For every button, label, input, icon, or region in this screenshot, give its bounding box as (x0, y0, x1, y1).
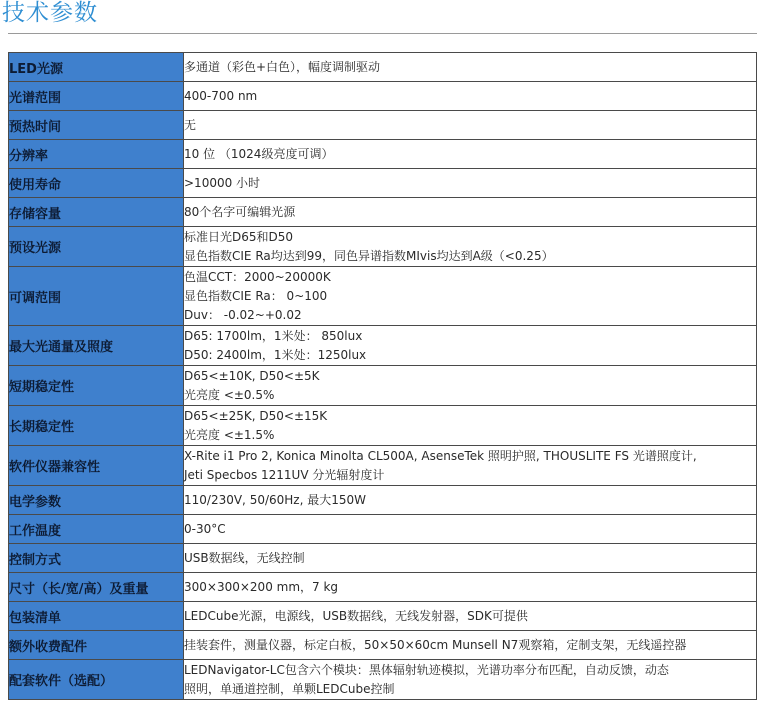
spec-value-line: LEDNavigator-LC包含六个模块：黑体辐射轨迹模拟，光谱功率分布匹配，自动反馈，动态 (184, 662, 669, 677)
spec-row (9, 406, 757, 446)
spec-value-line: 显色指数CIE Ra均达到99，同色异谱指数MIvis均达到A级（<0.25） (184, 248, 554, 263)
spec-value (184, 227, 757, 267)
spec-value (184, 544, 757, 573)
spec-value-line: USB数据线，无线控制 (184, 550, 305, 565)
spec-value (184, 573, 757, 602)
spec-label: 光谱范围 (9, 82, 184, 111)
spec-value-line: 无 (184, 117, 197, 132)
spec-value (184, 602, 757, 631)
spec-row (9, 53, 757, 82)
spec-value-line: >10000 小时 (184, 175, 261, 190)
spec-label: 软件仪器兼容性 (9, 446, 184, 486)
spec-row (9, 140, 757, 169)
spec-value-line: 80个名字可编辑光源 (184, 204, 296, 219)
spec-value (184, 631, 757, 660)
spec-label: 分辨率 (9, 140, 184, 169)
spec-row (9, 169, 757, 198)
spec-row (9, 486, 757, 515)
spec-value-line: 色温CCT：2000~20000K (184, 269, 331, 284)
spec-value (184, 660, 757, 700)
spec-label: 包装清单 (9, 602, 184, 631)
spec-value (184, 267, 757, 326)
spec-value-line: D50: 2400lm，1米处：1250lux (184, 347, 367, 362)
spec-label: 配套软件（选配） (9, 660, 184, 700)
spec-value (184, 82, 757, 111)
spec-row (9, 515, 757, 544)
spec-row (9, 366, 757, 406)
spec-value (184, 169, 757, 198)
spec-value (184, 486, 757, 515)
spec-row (9, 326, 757, 366)
spec-value (184, 406, 757, 446)
spec-row (9, 227, 757, 267)
spec-value (184, 366, 757, 406)
spec-label: 电学参数 (9, 486, 184, 515)
spec-value-line: 300×300×200 mm，7 kg (184, 579, 339, 594)
spec-label: 存储容量 (9, 198, 184, 227)
page-title: 技术参数 (2, 0, 98, 26)
spec-value-line: 多通道（彩色+白色），幅度调制驱动 (184, 59, 381, 74)
spec-label: LED光源 (9, 53, 184, 82)
spec-row (9, 631, 757, 660)
spec-label: 工作温度 (9, 515, 184, 544)
spec-value-line: 照明，单通道控制，单颗LEDCube控制 (184, 681, 395, 696)
spec-value-line: 显色指数CIE Ra： 0~100 (184, 288, 328, 303)
spec-label: 预热时间 (9, 111, 184, 140)
spec-value-line: D65<±10K, D50<±5K (184, 368, 320, 383)
spec-value-line: D65<±25K, D50<±15K (184, 408, 328, 423)
spec-value-line: 挂装套件，测量仪器，标定白板，50×50×60cm Munsell N7观察箱，定制支架，无线遥控器 (184, 637, 687, 652)
spec-value-line: 光亮度 <±0.5% (184, 387, 275, 402)
spec-value-line: Jeti Specbos 1211UV 分光辐射度计 (184, 467, 385, 482)
spec-value (184, 326, 757, 366)
spec-value-line: 10 位 （1024级亮度可调） (184, 146, 334, 161)
spec-label: 控制方式 (9, 544, 184, 573)
spec-value-line: 标准日光D65和D50 (184, 229, 294, 244)
spec-label: 预设光源 (9, 227, 184, 267)
spec-row (9, 82, 757, 111)
spec-table (8, 52, 757, 700)
spec-value (184, 198, 757, 227)
spec-label: 额外收费配件 (9, 631, 184, 660)
title-divider (8, 33, 757, 34)
spec-value-line: LEDCube光源，电源线，USB数据线，无线发射器，SDK可提供 (184, 608, 528, 623)
spec-value-line: X-Rite i1 Pro 2, Konica Minolta CL500A, AsenseTek 照明护照, THOUSLITE FS 光谱照度计, (184, 448, 697, 463)
spec-value-line: D65: 1700lm，1米处： 850lux (184, 328, 363, 343)
spec-label: 长期稳定性 (9, 406, 184, 446)
spec-value (184, 140, 757, 169)
spec-label: 可调范围 (9, 267, 184, 326)
spec-label: 短期稳定性 (9, 366, 184, 406)
spec-row (9, 267, 757, 326)
spec-row (9, 660, 757, 700)
spec-value (184, 53, 757, 82)
spec-row (9, 198, 757, 227)
spec-value (184, 446, 757, 486)
spec-value (184, 111, 757, 140)
spec-row (9, 544, 757, 573)
spec-label: 使用寿命 (9, 169, 184, 198)
spec-row (9, 446, 757, 486)
spec-row (9, 111, 757, 140)
spec-value-line: 光亮度 <±1.5% (184, 427, 275, 442)
spec-value (184, 515, 757, 544)
spec-value-line: 400-700 nm (184, 88, 258, 103)
spec-label: 最大光通量及照度 (9, 326, 184, 366)
spec-value-line: 0-30°C (184, 521, 226, 536)
spec-value-line: Duv： -0.02~+0.02 (184, 307, 302, 322)
spec-label: 尺寸（长/宽/高）及重量 (9, 573, 184, 602)
spec-row (9, 602, 757, 631)
spec-value-line: 110/230V, 50/60Hz, 最大150W (184, 492, 366, 507)
spec-row (9, 573, 757, 602)
